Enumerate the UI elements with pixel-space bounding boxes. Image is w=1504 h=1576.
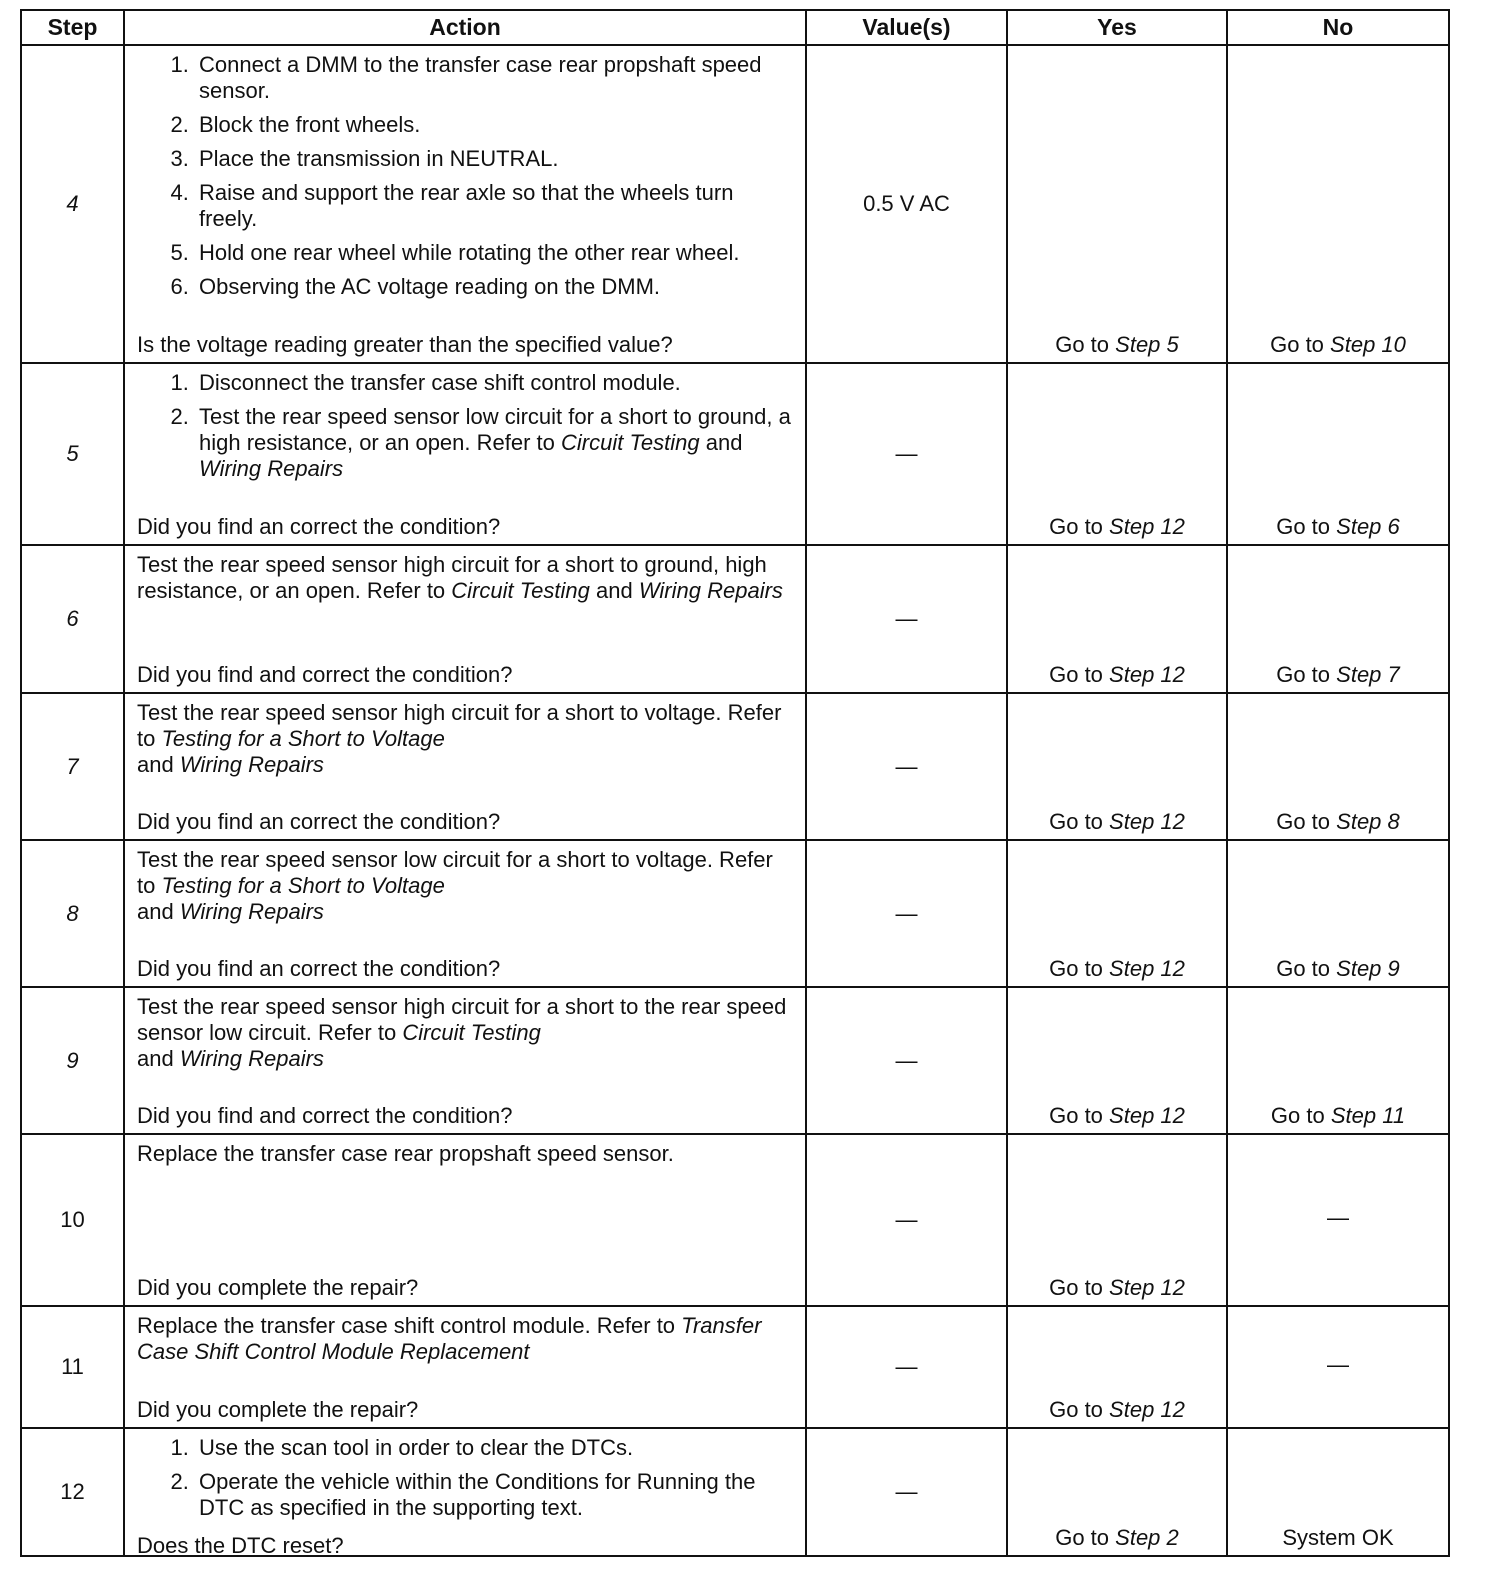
- action-text-block: [137, 1313, 795, 1365]
- no-prefix: Go to: [1276, 956, 1331, 981]
- action-question: Did you find an correct the condition?: [137, 956, 501, 981]
- yes-step-link[interactable]: Step 5: [1115, 332, 1179, 357]
- yes-step-link[interactable]: Step 2: [1115, 1525, 1179, 1550]
- yes-prefix: Go to: [1049, 956, 1103, 981]
- action-text-block: [137, 847, 795, 925]
- no-step-link[interactable]: Step 9: [1336, 956, 1400, 981]
- no-cell: [1227, 45, 1449, 363]
- step-number: 11: [21, 1306, 124, 1428]
- action-step: 4. Raise and support the rear axle so that the wheels turn freely.: [195, 180, 795, 232]
- value-cell: —: [806, 1428, 1007, 1556]
- yes-step-link[interactable]: Step 12: [1109, 1103, 1185, 1128]
- ref-link[interactable]: Circuit Testing: [561, 430, 700, 455]
- action-cell: [124, 1428, 806, 1556]
- action-cell: [124, 363, 806, 545]
- and-text: and: [137, 899, 174, 924]
- ref-link[interactable]: Transfer Case Shift Control Module Replacement: [137, 1313, 762, 1364]
- header-yes: Yes: [1007, 10, 1227, 45]
- ref-link[interactable]: Testing for a Short to Voltage: [161, 726, 445, 751]
- action-text: Test the rear speed sensor high circuit for a short to voltage. Refer to: [137, 700, 782, 751]
- yes-prefix: Go to: [1049, 1275, 1103, 1300]
- yes-cell: [1007, 363, 1227, 545]
- action-step: 3. Place the transmission in NEUTRAL.: [195, 146, 795, 172]
- action-step: [195, 404, 795, 482]
- action-cell: [124, 545, 806, 693]
- no-cell: —: [1227, 1134, 1449, 1306]
- table-row-step-10: [21, 1134, 1449, 1306]
- table-row-step-8: [21, 840, 1449, 987]
- table-row-step-5: [21, 363, 1449, 545]
- diagnostic-table: [20, 9, 1450, 1557]
- and-text: and: [137, 752, 174, 777]
- action-cell: [124, 1306, 806, 1428]
- action-step: 2. Block the front wheels.: [195, 112, 795, 138]
- yes-cell: [1007, 1306, 1227, 1428]
- no-step-link[interactable]: Step 8: [1336, 809, 1400, 834]
- yes-cell: [1007, 1134, 1227, 1306]
- action-cell: [124, 693, 806, 840]
- no-cell: [1227, 693, 1449, 840]
- action-step: 1. Connect a DMM to the transfer case rear propshaft speed sensor.: [195, 52, 795, 104]
- step-number: 6: [21, 545, 124, 693]
- header-row: [21, 10, 1449, 45]
- and-text: and: [705, 430, 743, 455]
- action-step: 2. Operate the vehicle within the Conditions for Running the DTC as specified in the supporting text.: [195, 1469, 795, 1521]
- no-prefix: Go to: [1270, 1103, 1325, 1128]
- action-cell: [124, 1134, 806, 1306]
- value-cell: —: [806, 693, 1007, 840]
- step-number: 4: [21, 45, 124, 363]
- yes-cell: [1007, 987, 1227, 1134]
- no-cell: System OK: [1227, 1428, 1449, 1556]
- ref-link[interactable]: Wiring Repairs: [179, 1046, 324, 1071]
- action-text: Test the rear speed sensor low circuit for a short to ground, a high resistance, or an open. Refer to: [199, 404, 791, 455]
- yes-prefix: Go to: [1049, 662, 1103, 687]
- action-step: 6. Observing the AC voltage reading on the DMM.: [195, 274, 795, 300]
- no-prefix: Go to: [1270, 332, 1324, 357]
- action-cell: [124, 987, 806, 1134]
- yes-cell: [1007, 693, 1227, 840]
- table-row-step-4: [21, 45, 1449, 363]
- action-question: Did you find and correct the condition?: [137, 662, 513, 687]
- action-question: Does the DTC reset?: [137, 1533, 344, 1558]
- ref-link[interactable]: Circuit Testing: [402, 1020, 541, 1045]
- step-number: 8: [21, 840, 124, 987]
- value-cell: 0.5 V AC: [806, 45, 1007, 363]
- header-action: Action: [124, 10, 806, 45]
- no-step-link[interactable]: Step 7: [1336, 662, 1400, 687]
- ref-link[interactable]: Wiring Repairs: [179, 899, 324, 924]
- action-text-block: [137, 552, 795, 604]
- step-number: 10: [21, 1134, 124, 1306]
- yes-prefix: Go to: [1049, 1103, 1103, 1128]
- header-no: No: [1227, 10, 1449, 45]
- yes-cell: [1007, 545, 1227, 693]
- ref-link[interactable]: Wiring Repairs: [638, 578, 783, 603]
- action-text: Test the rear speed sensor low circuit for a short to voltage. Refer to: [137, 847, 773, 898]
- yes-cell: [1007, 840, 1227, 987]
- ref-link[interactable]: Wiring Repairs: [179, 752, 324, 777]
- table-row-step-6: [21, 545, 1449, 693]
- yes-step-link[interactable]: Step 12: [1109, 809, 1185, 834]
- action-question: Did you complete the repair?: [137, 1397, 419, 1422]
- yes-prefix: Go to: [1055, 1525, 1110, 1550]
- no-cell: [1227, 545, 1449, 693]
- yes-prefix: Go to: [1049, 809, 1103, 834]
- action-question: Did you complete the repair?: [137, 1275, 419, 1300]
- yes-step-link[interactable]: Step 12: [1109, 1275, 1185, 1300]
- value-cell: —: [806, 363, 1007, 545]
- table-row-step-9: [21, 987, 1449, 1134]
- action-question: Did you find and correct the condition?: [137, 1103, 513, 1128]
- value-cell: —: [806, 987, 1007, 1134]
- and-text: and: [137, 1046, 174, 1071]
- step-number: 9: [21, 987, 124, 1134]
- step-number: 7: [21, 693, 124, 840]
- step-number: 5: [21, 363, 124, 545]
- action-question: Is the voltage reading greater than the specified value?: [137, 332, 673, 357]
- and-text: and: [596, 578, 633, 603]
- header-step: Step: [21, 10, 124, 45]
- header-value: Value(s): [806, 10, 1007, 45]
- action-step: 1. Disconnect the transfer case shift control module.: [195, 370, 795, 396]
- ref-link[interactable]: Circuit Testing: [451, 578, 590, 603]
- action-text-block: [137, 994, 795, 1072]
- yes-step-link[interactable]: Step 12: [1109, 662, 1185, 687]
- action-steps: [137, 1435, 795, 1529]
- yes-prefix: Go to: [1055, 332, 1110, 357]
- yes-step-link[interactable]: Step 12: [1109, 514, 1185, 539]
- action-text-block: [137, 700, 795, 778]
- ref-link[interactable]: Wiring Repairs: [199, 456, 344, 481]
- action-question: Did you find an correct the condition?: [137, 809, 501, 834]
- no-step-link[interactable]: Step 6: [1336, 514, 1400, 539]
- yes-cell: [1007, 1428, 1227, 1556]
- value-cell: —: [806, 545, 1007, 693]
- action-cell: [124, 840, 806, 987]
- table-row-step-11: [21, 1306, 1449, 1428]
- no-prefix: Go to: [1276, 662, 1331, 687]
- action-text-block: Replace the transfer case rear propshaft speed sensor.: [137, 1141, 674, 1166]
- yes-step-link[interactable]: Step 12: [1109, 1397, 1185, 1422]
- action-step: 1. Use the scan tool in order to clear the DTCs.: [195, 1435, 795, 1461]
- value-cell: —: [806, 1134, 1007, 1306]
- action-text: Test the rear speed sensor high circuit for a short to ground, high resistance, or an open. Refer to: [137, 552, 767, 603]
- yes-prefix: Go to: [1049, 1397, 1103, 1422]
- action-text: Replace the transfer case shift control module. Refer to: [137, 1313, 676, 1338]
- action-question: Did you find an correct the condition?: [137, 514, 501, 539]
- action-text: Test the rear speed sensor high circuit for a short to the rear speed sensor low circuit. Refer to: [137, 994, 787, 1045]
- yes-prefix: Go to: [1049, 514, 1103, 539]
- value-cell: —: [806, 1306, 1007, 1428]
- action-cell: [124, 45, 806, 363]
- table-row-step-12: [21, 1428, 1449, 1556]
- value-cell: —: [806, 840, 1007, 987]
- no-prefix: Go to: [1276, 514, 1331, 539]
- step-number: 12: [21, 1428, 124, 1556]
- no-cell: [1227, 363, 1449, 545]
- action-steps: [137, 370, 795, 490]
- no-prefix: Go to: [1276, 809, 1331, 834]
- ref-link[interactable]: Testing for a Short to Voltage: [161, 873, 445, 898]
- yes-step-link[interactable]: Step 12: [1109, 956, 1185, 981]
- yes-cell: [1007, 45, 1227, 363]
- table-row-step-7: [21, 693, 1449, 840]
- no-step-link[interactable]: Step 10: [1330, 332, 1406, 357]
- no-cell: —: [1227, 1306, 1449, 1428]
- action-steps: [137, 52, 795, 308]
- no-step-link[interactable]: Step 11: [1330, 1103, 1406, 1128]
- no-cell: [1227, 987, 1449, 1134]
- action-step: 5. Hold one rear wheel while rotating the other rear wheel.: [195, 240, 795, 266]
- no-cell: [1227, 840, 1449, 987]
